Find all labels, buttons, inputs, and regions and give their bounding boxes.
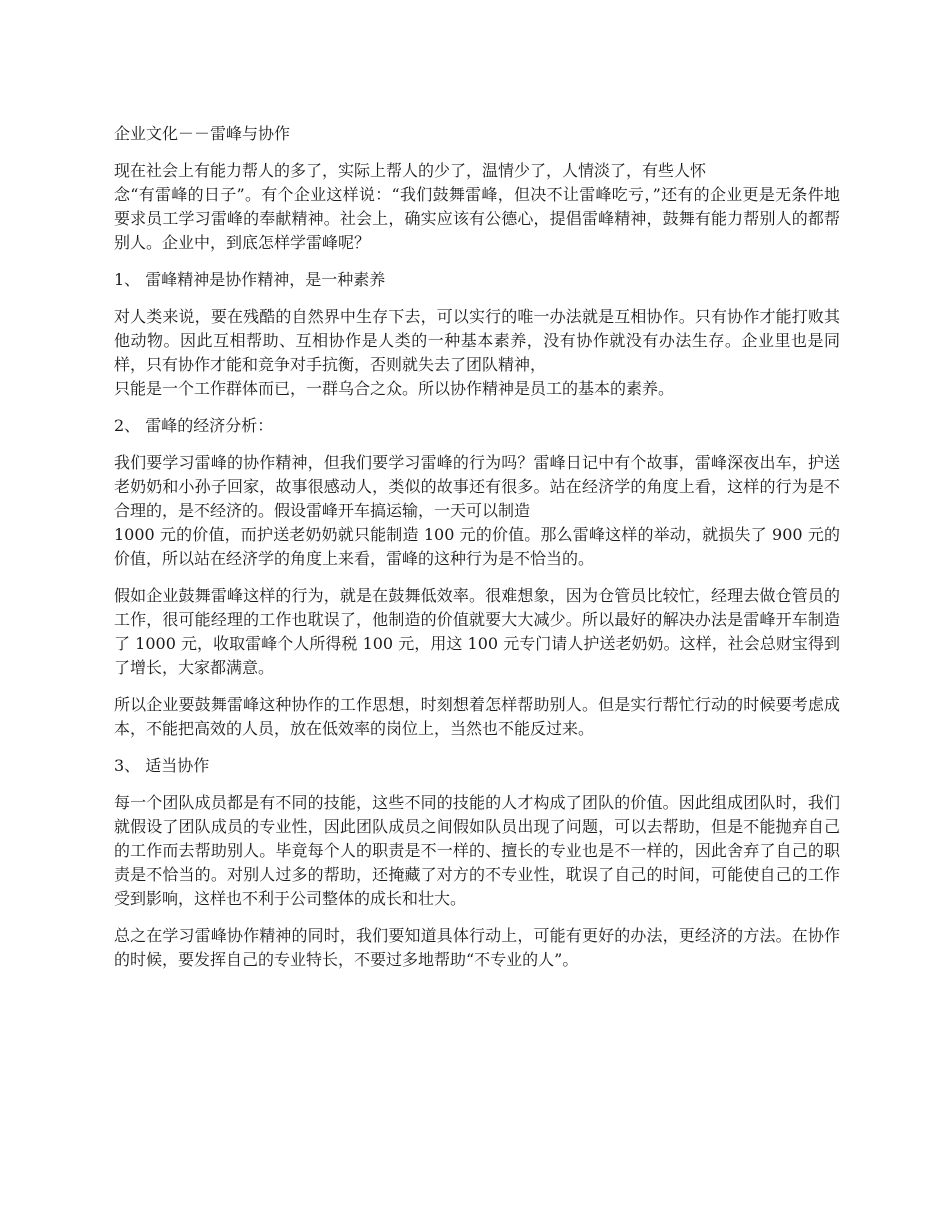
document-title: 企业文化－－雷峰与协作	[114, 124, 291, 143]
paragraph-efficiency: 假如企业鼓舞雷峰这样的行为，就是在鼓舞低效率。很难想象，因为仓管员比较忙，经理去做仓管员的工作，很可能经理的工作也耽误了，他制造的价值就要大大减少。所以最好的解决办法是雷峰开车制造了 1000 元，收取雷峰个人所得税 100 元，用这 100 元专门请人护送老奶奶。这样，社会总财宝得到了增长，大家都满意。	[114, 586, 840, 677]
paragraph-cost: 所以企业要鼓舞雷峰这种协作的工作思想，时刻想着怎样帮助别人。但是实行帮忙行动的时候要考虑成本，不能把高效的人员，放在低效率的岗位上，当然也不能反过来。	[114, 695, 840, 738]
paragraph-economic-analysis: 我们要学习雷峰的协作精神，但我们要学习雷峰的行为吗？雷峰日记中有个故事，雷峰深夜出车，护送老奶奶和小孙子回家，故事很感动人，类似的故事还有很多。站在经济学的角度上看，这样的行为是不合理的，是不经济的。假设雷峰开车搞运输，一天可以制造 1000 元的价值，而护送老奶奶就只能制造 100 元的价值。那么雷峰这样的举动，就损失了 900 元的价值，所以站在经济学的角度上来看，雷峰的这种行为是不恰当的。	[114, 453, 840, 568]
paragraph-conclusion: 总之在学习雷峰协作精神的同时，我们要知道具体行动上，可能有更好的办法，更经济的方法。在协作的时候，要发挥自己的专业特长，不要过多地帮助“不专业的人”。	[114, 926, 840, 969]
section-heading-3: 3、 适当协作	[114, 756, 210, 775]
paragraph-appropriate-cooperation: 每一个团队成员都是有不同的技能，这些不同的技能的人才构成了团队的价值。因此组成团队时，我们就假设了团队成员的专业性，因此团队成员之间假如队员出现了问题，可以去帮助，但是不能抛弃自己的工作而去帮助别人。毕竟每个人的职责是不一样的、擅长的专业也是不一样的，因此舍弃了自己的职责是不恰当的。对别人过多的帮助，还掩藏了对方的不专业性，耽误了自己的时间，可能使自己的工作受到影响，这样也不利于公司整体的成长和壮大。	[114, 793, 840, 908]
document-page	[114, 122, 840, 985]
paragraph-section-1: 对人类来说，要在残酷的自然界中生存下去，可以实行的唯一办法就是互相协作。只有协作才能打败其他动物。因此互相帮助、互相协作是人类的一种基本素养，没有协作就没有办法生存。企业里也是同样，只有协作才能和竞争对手抗衡，否则就失去了团队精神， 只能是一个工作群体而已，一群乌合之众。所以协作精神是员工的基本的素养。	[114, 307, 840, 398]
section-heading-2: 2、 雷峰的经济分析：	[114, 416, 274, 435]
paragraph-intro: 现在社会上有能力帮人的多了，实际上帮人的少了，温情少了，人情淡了，有些人怀 念“有雷峰的日子”。有个企业这样说：“我们鼓舞雷峰，但决不让雷峰吃亏，”还有的企业更是无条件地要求员工学习雷峰的奉献精神。社会上，确实应该有公德心，提倡雷峰精神，鼓舞有能力帮别人的都帮别人。企业中，到底怎样学雷峰呢？	[114, 161, 840, 252]
section-heading-1: 1、 雷峰精神是协作精神，是一种素养	[114, 270, 386, 289]
